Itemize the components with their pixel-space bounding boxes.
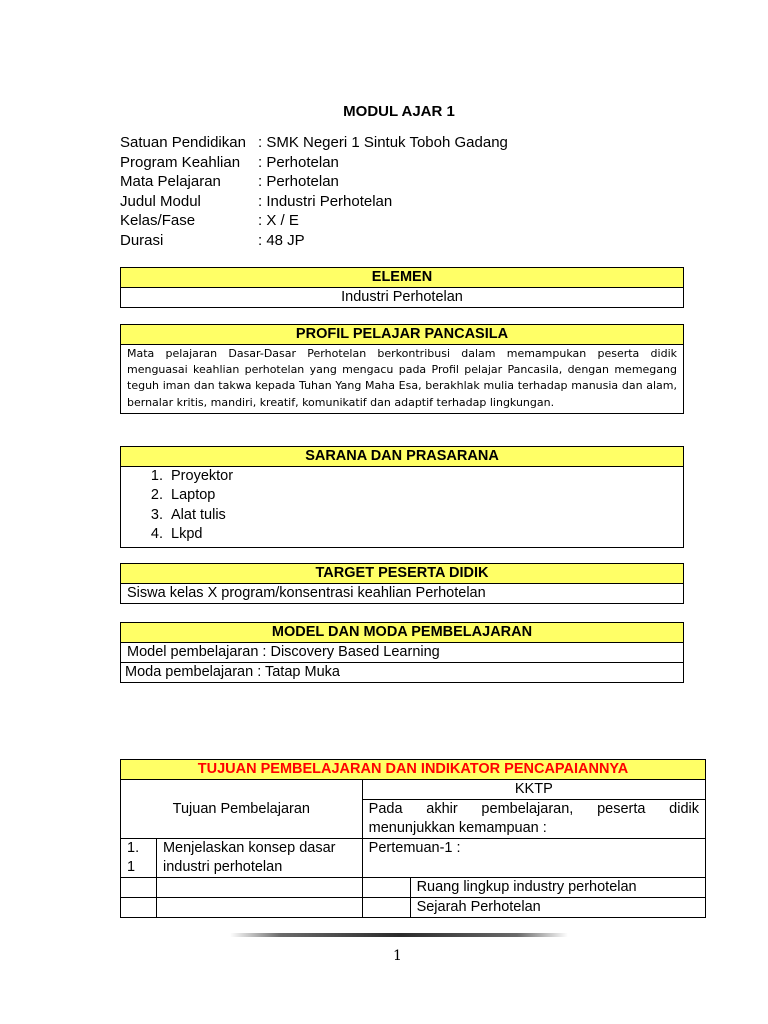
info-label: Program Keahlian (120, 153, 241, 171)
elemen-section (120, 267, 684, 308)
row-number: 1. 1 (121, 839, 157, 878)
list-item: 2. Laptop (167, 486, 683, 505)
profil-section (120, 324, 684, 414)
info-value: : SMK Negeri 1 Sintuk Toboh Gadang (258, 134, 508, 151)
info-row-judul (120, 192, 508, 212)
list-item: 1. Proyektor (167, 467, 683, 486)
info-label: Durasi (120, 231, 164, 249)
info-label: Mata Pelajaran (120, 173, 221, 190)
moda-line: Moda pembelajaran : Tatap Muka (121, 662, 683, 682)
tujuan-column-header: Tujuan Pembelajaran (121, 780, 363, 839)
target-value: Siswa kelas X program/konsentrasi keahlian Perhotelan (127, 585, 486, 601)
tujuan-header: TUJUAN PEMBELAJARAN DAN INDIKATOR PENCAPAIANNYA (121, 760, 706, 780)
kktp-column-header: KKTP (362, 780, 705, 800)
profil-text: Mata pelajaran Dasar-Dasar Perhotelan berkontribusi dalam memampukan peserta didik menguasai keahlian perhotelan yang mengacu pada Profil pelajar Pancasila, dengan memegang teguh iman dan takwa kepada Tuhan Yang Maha Esa, berakhlak mulia terhadap manusia dan alam, bernalar kritis, mandiri, kreatif, komunikatif dan adaptif terhadap lingkungan. (127, 347, 677, 409)
empty-cell (362, 878, 410, 898)
info-value: : X / E (258, 212, 299, 229)
info-label: Judul Modul (120, 192, 201, 210)
info-row-satuan (120, 133, 508, 153)
info-value: : Perhotelan (258, 173, 339, 190)
empty-cell (156, 898, 362, 918)
page-number: 1 (393, 948, 402, 964)
kktp-item: Sejarah Perhotelan (410, 898, 705, 918)
kktp-intro-line2: menunjukkan kemampuan : (368, 820, 547, 836)
page-break-line (230, 933, 568, 937)
document-title: MODUL AJAR 1 (343, 103, 455, 120)
sarana-list (121, 467, 683, 547)
info-row-program (120, 153, 508, 173)
kktp-item: Ruang lingkup industry perhotelan (410, 878, 705, 898)
sarana-section (120, 446, 684, 548)
sarana-header: SARANA DAN PRASARANA (121, 447, 683, 467)
model-line: Model pembelajaran : Discovery Based Learning (127, 644, 440, 660)
info-row-kelas (120, 211, 508, 231)
kktp-intro-line1: Pada akhir pembelajaran, peserta didik (368, 801, 699, 817)
tujuan-table (120, 759, 706, 918)
model-section (120, 622, 684, 683)
info-value: : Perhotelan (258, 153, 339, 171)
target-section (120, 563, 684, 604)
kktp-intro (362, 800, 705, 839)
empty-cell (156, 878, 362, 898)
info-row-durasi (120, 231, 508, 251)
info-label: Kelas/Fase (120, 212, 196, 229)
target-header: TARGET PESERTA DIDIK (121, 564, 683, 584)
profil-header: PROFIL PELAJAR PANCASILA (121, 325, 683, 345)
info-row-mapel (120, 172, 508, 192)
elemen-header: ELEMEN (121, 268, 683, 288)
tujuan-text: Menjelaskan konsep dasar industri perhotelan (156, 839, 362, 878)
list-item: 4. Lkpd (167, 525, 683, 544)
elemen-value: Industri Perhotelan (341, 289, 463, 305)
info-value: : 48 JP (258, 231, 305, 249)
info-label: Satuan Pendidikan (120, 134, 246, 151)
info-value: : Industri Perhotelan (258, 192, 393, 210)
pertemuan-label: Pertemuan-1 : (362, 839, 705, 878)
empty-cell (121, 898, 157, 918)
list-item: 3. Alat tulis (167, 506, 683, 525)
module-info (120, 133, 508, 250)
empty-cell (362, 898, 410, 918)
empty-cell (121, 878, 157, 898)
model-header: MODEL DAN MODA PEMBELAJARAN (121, 623, 683, 643)
